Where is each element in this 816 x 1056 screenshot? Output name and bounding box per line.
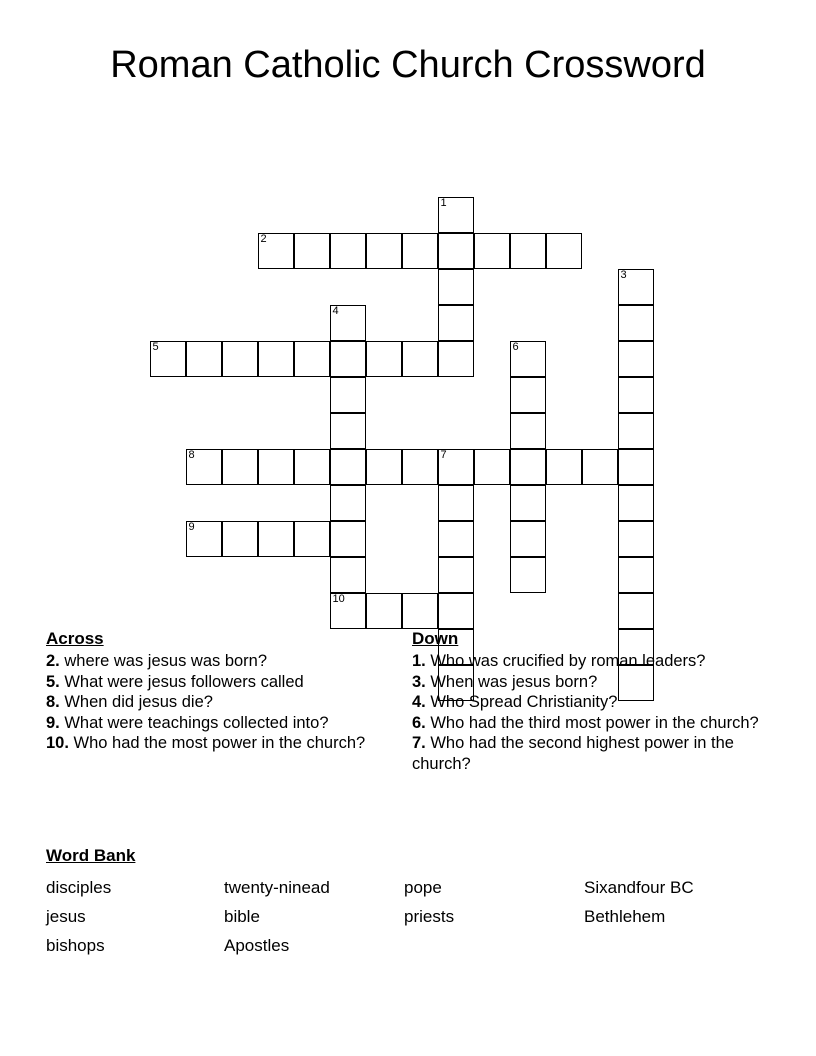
down-heading: Down [412, 629, 459, 648]
crossword-cell[interactable] [258, 233, 294, 269]
crossword-cell[interactable] [402, 233, 438, 269]
crossword-cell[interactable] [618, 305, 654, 341]
clue-across-9[interactable] [46, 713, 398, 734]
clue-number: 2. [46, 652, 60, 670]
crossword-cell[interactable] [294, 521, 330, 557]
crossword-cell[interactable] [402, 341, 438, 377]
crossword-cell[interactable] [438, 557, 474, 593]
crossword-cell-number: 2 [260, 233, 267, 245]
crossword-cell-number: 7 [440, 449, 447, 461]
crossword-cell[interactable] [438, 449, 474, 485]
word-bank-section [46, 845, 786, 960]
crossword-cell[interactable] [330, 485, 366, 521]
crossword-cell[interactable] [618, 485, 654, 521]
across-heading: Across [46, 629, 104, 648]
clue-across-5[interactable] [46, 672, 398, 693]
clue-down-4[interactable] [412, 692, 760, 713]
crossword-cell[interactable] [618, 377, 654, 413]
crossword-cell[interactable] [474, 233, 510, 269]
clue-number: 4. [412, 693, 426, 711]
crossword-cell-number: 3 [620, 269, 627, 281]
crossword-cell[interactable] [618, 521, 654, 557]
crossword-cell[interactable] [546, 233, 582, 269]
word-bank-word[interactable]: pope [404, 878, 442, 897]
word-bank-empty [584, 931, 746, 960]
clues-section [0, 628, 816, 828]
crossword-cell[interactable] [474, 449, 510, 485]
crossword-cell[interactable] [438, 233, 474, 269]
crossword-cell[interactable] [330, 413, 366, 449]
word-bank-word[interactable]: Bethlehem [584, 907, 666, 926]
word-bank-word[interactable]: twenty-ninead [224, 878, 330, 897]
across-clue-list [46, 651, 398, 754]
crossword-cell[interactable] [438, 521, 474, 557]
word-bank-word[interactable]: disciples [46, 878, 112, 897]
clue-down-1[interactable] [412, 651, 760, 672]
word-bank-table [46, 873, 746, 960]
crossword-cell[interactable] [330, 449, 366, 485]
word-bank-row [46, 873, 746, 902]
crossword-cell[interactable] [402, 593, 438, 629]
crossword-cell[interactable] [510, 377, 546, 413]
crossword-cell-number: 8 [188, 449, 195, 461]
word-bank-row [46, 931, 746, 960]
crossword-cell[interactable] [618, 413, 654, 449]
crossword-cell[interactable] [438, 485, 474, 521]
crossword-cell[interactable] [510, 413, 546, 449]
crossword-cell-number: 10 [332, 593, 345, 605]
clue-text: Who had the most power in the church? [68, 734, 366, 752]
word-bank-word[interactable]: jesus [46, 907, 86, 926]
crossword-cell[interactable] [618, 269, 654, 305]
crossword-cell[interactable] [510, 485, 546, 521]
crossword-cell[interactable] [438, 593, 474, 629]
crossword-cell[interactable] [618, 449, 654, 485]
crossword-cell[interactable] [294, 233, 330, 269]
crossword-cell[interactable] [510, 449, 546, 485]
clue-text: What were jesus followers called [59, 672, 304, 691]
crossword-cell[interactable] [510, 557, 546, 593]
word-bank-word[interactable]: priests [404, 907, 455, 926]
crossword-cell[interactable] [618, 341, 654, 377]
crossword-cell[interactable] [222, 341, 258, 377]
crossword-cell[interactable] [150, 341, 186, 377]
clue-across-8[interactable] [46, 692, 398, 713]
crossword-cell-number: 1 [440, 197, 447, 209]
clue-text: Who Spread Christianity? [425, 693, 618, 711]
crossword-cell[interactable] [366, 341, 402, 377]
clue-number: 5. [46, 672, 60, 691]
clue-number: 8. [46, 693, 60, 711]
crossword-cell[interactable] [618, 557, 654, 593]
crossword-cell[interactable] [366, 593, 402, 629]
crossword-cell[interactable] [366, 449, 402, 485]
crossword-cell-number: 9 [188, 521, 195, 533]
crossword-cell[interactable] [366, 233, 402, 269]
crossword-cell[interactable] [618, 593, 654, 629]
crossword-cell[interactable] [186, 449, 222, 485]
crossword-cell[interactable] [294, 449, 330, 485]
crossword-cell[interactable] [222, 521, 258, 557]
crossword-cell-number: 5 [152, 341, 159, 353]
crossword-cell[interactable] [438, 341, 474, 377]
word-bank-word[interactable]: Sixandfour BC [584, 878, 694, 897]
clue-across-2[interactable] [46, 651, 398, 672]
word-bank-row [46, 902, 746, 931]
clue-text: When did jesus die? [59, 693, 213, 711]
crossword-cell[interactable] [330, 593, 366, 629]
crossword-cell[interactable] [294, 341, 330, 377]
clue-text: When was jesus born? [425, 672, 598, 691]
clue-down-6[interactable] [412, 713, 760, 734]
crossword-cell[interactable] [330, 305, 366, 341]
crossword-cell[interactable] [546, 449, 582, 485]
word-bank-heading: Word Bank [46, 846, 136, 865]
crossword-cell[interactable] [258, 341, 294, 377]
crossword-cell[interactable] [582, 449, 618, 485]
crossword-cell[interactable] [438, 305, 474, 341]
clue-number: 1. [412, 652, 426, 670]
crossword-cell[interactable] [510, 341, 546, 377]
clue-text: where was jesus was born? [59, 652, 268, 670]
down-clue-list [412, 651, 760, 774]
clue-text: What were teachings collected into? [59, 713, 329, 732]
crossword-cell[interactable] [330, 521, 366, 557]
crossword-cell[interactable] [510, 233, 546, 269]
crossword-cell[interactable] [402, 449, 438, 485]
crossword-cell[interactable] [330, 377, 366, 413]
crossword-cell[interactable] [438, 269, 474, 305]
crossword-cell[interactable] [186, 341, 222, 377]
across-clues-column [46, 628, 398, 754]
word-bank-word[interactable]: bible [224, 907, 260, 926]
crossword-cell-number: 6 [512, 341, 519, 353]
crossword-cell[interactable] [330, 233, 366, 269]
clue-number: 3. [412, 672, 426, 691]
clue-down-3[interactable] [412, 672, 760, 693]
crossword-cell[interactable] [438, 197, 474, 233]
clue-number: 9. [46, 713, 60, 732]
crossword-cell[interactable] [258, 449, 294, 485]
clue-number: 7. [412, 734, 426, 752]
crossword-cell[interactable] [510, 521, 546, 557]
clue-text: Who had the second highest power in the church? [412, 734, 734, 773]
crossword-cell-number: 4 [332, 305, 339, 317]
clue-text: Who had the third most power in the church? [425, 713, 759, 732]
crossword-cell[interactable] [330, 341, 366, 377]
crossword-cell[interactable] [330, 557, 366, 593]
clue-down-7[interactable] [412, 733, 760, 774]
crossword-cell[interactable] [222, 449, 258, 485]
word-bank-empty [404, 931, 584, 960]
word-bank-word[interactable]: bishops [46, 936, 105, 955]
clue-number: 10. [46, 734, 69, 752]
crossword-cell[interactable] [258, 521, 294, 557]
page-title: Roman Catholic Church Crossword [110, 44, 706, 86]
crossword-cell[interactable] [186, 521, 222, 557]
down-clues-column [412, 628, 760, 774]
clue-text: Who was crucified by roman leaders? [425, 652, 706, 670]
word-bank-word[interactable]: Apostles [224, 936, 290, 955]
clue-across-10[interactable] [46, 733, 398, 754]
crossword-grid-container [0, 90, 816, 635]
clue-number: 6. [412, 713, 426, 732]
